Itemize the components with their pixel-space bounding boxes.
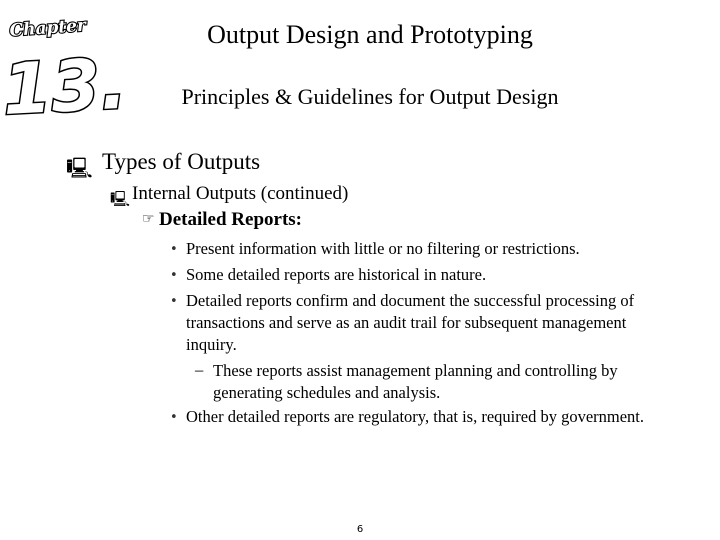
pointing-hand-icon: ☞ [142, 211, 155, 227]
dot-icon: • [170, 242, 178, 257]
list-item: Detailed reports confirm and document the successful processing of transactions and serve as an audit trail for subsequent management inquiry. [186, 291, 635, 354]
small-computer-icon: 🖳 [110, 190, 131, 208]
bullet-level2: Internal Outputs (continued) [132, 183, 349, 204]
sub-list-item: These reports assist management planning and controlling by generating schedules and analysis. [213, 361, 618, 402]
list-item: Some detailed reports are historical in nature. [186, 265, 487, 284]
logo-chapter-word: Chapter [8, 15, 87, 41]
chapter-logo [0, 2, 129, 132]
bullet-level3: Detailed Reports: [159, 209, 302, 230]
dot-icon: • [170, 294, 178, 309]
slide-title: Output Design and Prototyping [207, 20, 533, 49]
computer-icon: 🖳 [66, 156, 93, 180]
slide-subtitle: Principles & Guidelines for Output Design [181, 84, 559, 109]
dash-icon: – [195, 360, 204, 379]
list-item: Present information with little or no filtering or restrictions. [186, 239, 580, 258]
dot-icon: • [170, 268, 178, 283]
bullet-level1: Types of Outputs [102, 149, 261, 174]
dot-icon: • [170, 410, 178, 425]
logo-chapter-number: 13. [0, 42, 129, 131]
page-number: 6 [356, 524, 364, 535]
list-item: Other detailed reports are regulatory, that is, required by government. [186, 407, 645, 426]
